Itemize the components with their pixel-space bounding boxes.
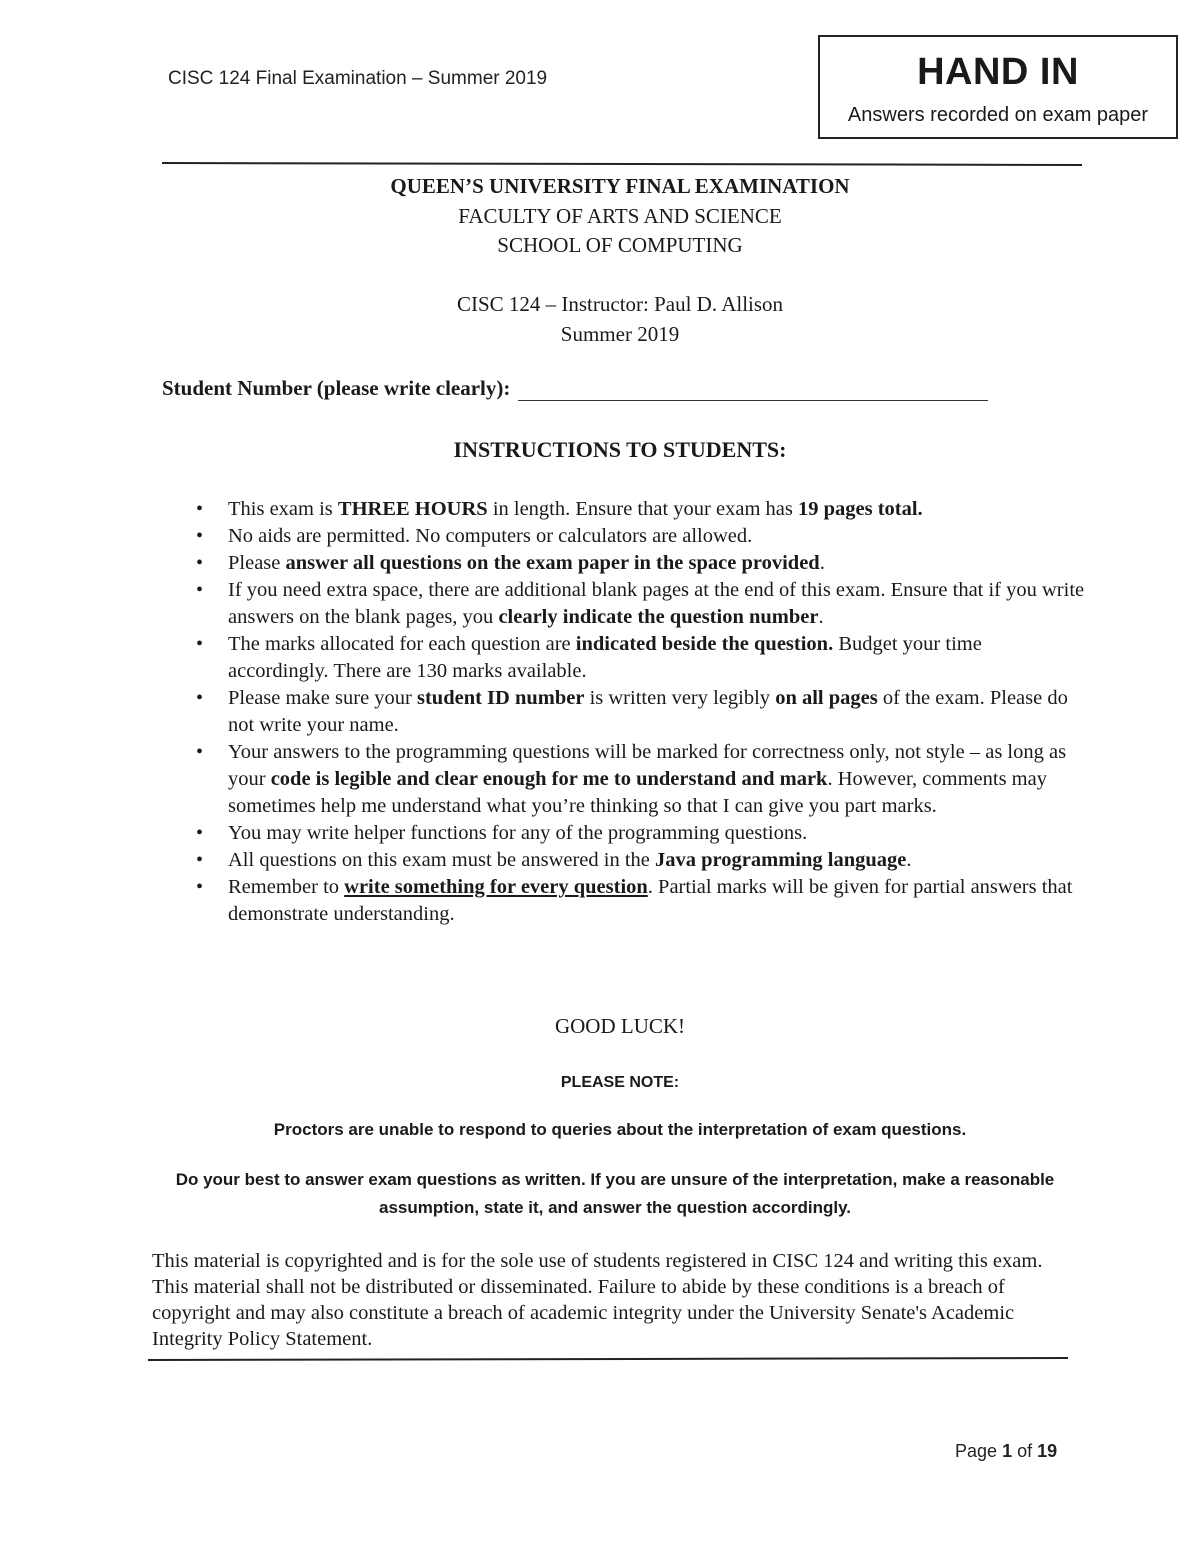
instruction-text: . However, comments may sometimes help me understand what you’re thinking so that I can give you part marks. bbox=[228, 768, 1047, 817]
instruction-text: in length. Ensure that your exam has bbox=[487, 498, 798, 520]
instruction-emphasis: indicated beside the question. bbox=[575, 633, 834, 655]
university-title: QUEEN’S UNIVERSITY FINAL EXAMINATION bbox=[390, 174, 850, 198]
hand-in-title: HAND IN bbox=[917, 51, 1079, 93]
student-number-row bbox=[162, 376, 988, 401]
good-luck: GOOD LUCK! bbox=[554, 1014, 686, 1038]
exam-term: Summer 2019 bbox=[560, 322, 680, 346]
student-number-field[interactable] bbox=[518, 380, 988, 401]
instruction-text: . Partial marks will be given for partial answers that demonstrate understanding. bbox=[228, 876, 1073, 925]
instruction-text: . bbox=[818, 606, 824, 628]
instruction-text: This exam is bbox=[228, 498, 338, 520]
course-exam-header: CISC 124 Final Examination – Summer 2019 bbox=[168, 68, 548, 89]
instruction-emphasis: write something for every question bbox=[344, 876, 648, 898]
instruction-emphasis: THREE HOURS bbox=[337, 498, 488, 520]
instruction-emphasis: 19 pages total. bbox=[797, 498, 923, 520]
instruction-item bbox=[196, 631, 1086, 685]
instruction-text: . bbox=[819, 552, 825, 574]
page-total: 19 bbox=[1037, 1441, 1058, 1461]
instruction-item bbox=[196, 496, 1086, 523]
instruction-emphasis: on all pages bbox=[775, 687, 878, 709]
instruction-text: Please bbox=[228, 552, 286, 574]
page-of: of bbox=[1017, 1441, 1033, 1461]
school-name: SCHOOL OF COMPUTING bbox=[497, 233, 743, 257]
instruction-text: All questions on this exam must be answered in the bbox=[228, 849, 656, 871]
instructions-list bbox=[196, 496, 1086, 928]
instruction-item bbox=[196, 739, 1086, 820]
faculty-name: FACULTY OF ARTS AND SCIENCE bbox=[458, 204, 782, 228]
bottom-divider bbox=[148, 1357, 1068, 1361]
page-number bbox=[955, 1441, 1057, 1462]
top-divider bbox=[162, 162, 1082, 166]
instruction-text: Please make sure your bbox=[228, 687, 417, 709]
instruction-item bbox=[196, 847, 1086, 874]
instruction-emphasis: student ID number bbox=[417, 687, 585, 709]
copyright-notice: This material is copyrighted and is for the sole use of students registered in CISC 124 and writing this exam. This material shall not be distributed or disseminated. Failure to abide by these conditions is a breach of copyright and may also constitute a breach of academic integrity under the University Senate's Academic Integrity Policy Statement. bbox=[152, 1250, 1043, 1350]
instruction-text: Your answers to the programming questions will be marked for correctness only, not style – as long as your bbox=[228, 741, 1067, 790]
hand-in-subtitle: Answers recorded on exam paper bbox=[847, 104, 1149, 126]
instruction-emphasis: clearly indicate the question number bbox=[498, 606, 819, 628]
instruction-text: is written very legibly bbox=[584, 687, 776, 709]
course-instructor: CISC 124 – Instructor: Paul D. Allison bbox=[456, 292, 784, 316]
instruction-text: No aids are permitted. No computers or calculators are allowed. bbox=[228, 525, 753, 547]
note-title: PLEASE NOTE: bbox=[560, 1074, 680, 1091]
page-label: Page bbox=[955, 1441, 998, 1461]
instruction-item bbox=[196, 523, 1086, 550]
instruction-text: Remember to bbox=[228, 876, 345, 898]
student-number-label: Student Number (please write clearly): bbox=[162, 376, 511, 400]
instruction-text: If you need extra space, there are additional blank pages at the end of this exam. Ensure that if you write answers on the blank pages, you bbox=[228, 579, 1085, 628]
instructions-title: INSTRUCTIONS TO STUDENTS: bbox=[453, 437, 787, 462]
note-line-1: Proctors are unable to respond to queries about the interpretation of exam questions. bbox=[273, 1120, 967, 1139]
instruction-item bbox=[196, 820, 1086, 847]
instruction-item bbox=[196, 685, 1086, 739]
note-line-2: Do your best to answer exam questions as written. If you are unsure of the interpretation, make a reasonable assumption, state it, and answer the question accordingly. bbox=[175, 1170, 1055, 1217]
instruction-text: Budget your time accordingly. There are 130 marks available. bbox=[228, 633, 982, 682]
instruction-text: You may write helper functions for any of the programming questions. bbox=[228, 822, 808, 844]
instruction-emphasis: answer all questions on the exam paper in the space provided bbox=[285, 552, 820, 574]
instruction-text: of the exam. Please do not write your name. bbox=[228, 687, 1068, 736]
instruction-item bbox=[196, 550, 1086, 577]
page-current: 1 bbox=[1002, 1441, 1013, 1461]
instruction-text: The marks allocated for each question are bbox=[228, 633, 576, 655]
instruction-emphasis: Java programming language bbox=[655, 849, 907, 871]
instruction-item bbox=[196, 577, 1086, 631]
hand-in-box bbox=[818, 35, 1178, 139]
instruction-emphasis: code is legible and clear enough for me to understand and mark bbox=[270, 768, 828, 790]
instruction-text: . bbox=[906, 849, 912, 871]
instruction-item bbox=[196, 874, 1086, 928]
